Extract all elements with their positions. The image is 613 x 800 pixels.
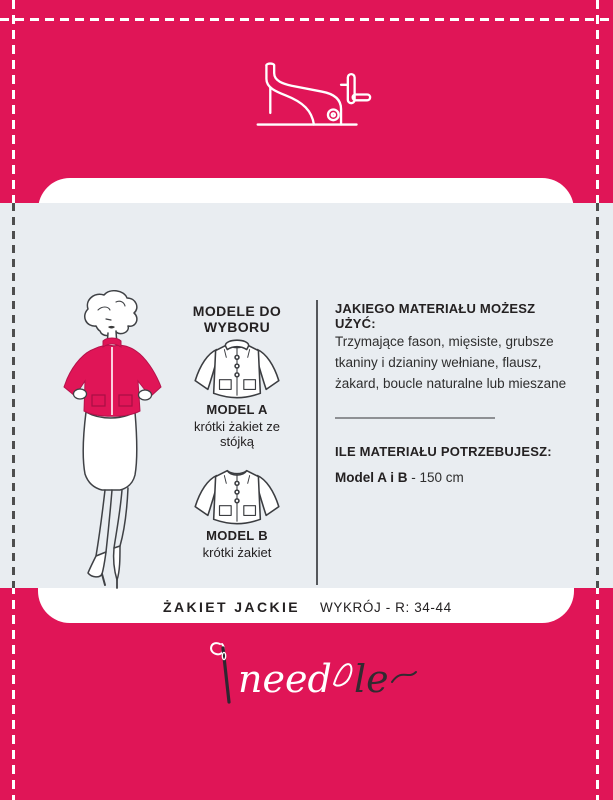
- model-b-name: MODEL B: [206, 528, 268, 543]
- quantity-value: - 150 cm: [407, 470, 464, 485]
- cut-line-top: [0, 18, 613, 21]
- brand-logo: [196, 638, 418, 712]
- cut-line-left-panel: [12, 203, 15, 588]
- logo-text-le: le: [354, 657, 389, 701]
- needle-icon: [211, 643, 229, 702]
- materials-line-2: tkaniny i dzianiny wełniane, flausz,: [335, 355, 542, 370]
- jacket-model-a-icon: [183, 334, 291, 404]
- product-name: ŻAKIET JACKIE: [163, 599, 300, 615]
- logo-text-need: need: [238, 657, 332, 701]
- pattern-size: WYKRÓJ - R: 34-44: [320, 600, 452, 615]
- materials-text: [335, 331, 575, 394]
- materials-line-1: Trzymające fason, mięsiste, grubsze: [335, 334, 554, 349]
- models-heading: MODELE DO WYBORU: [192, 303, 282, 335]
- model-a-label: [167, 402, 307, 449]
- materials-line-3: żakard, boucle naturalne lub mieszane: [335, 376, 567, 391]
- model-a-description: krótki żakiet ze stójką: [194, 419, 280, 449]
- model-b-label: [167, 528, 307, 560]
- quantity-heading: ILE MATERIAŁU POTRZEBUJESZ:: [335, 444, 552, 459]
- column-divider: [316, 300, 318, 585]
- jacket-model-b-icon: [183, 460, 291, 530]
- materials-heading: JAKIEGO MATERIAŁU MOŻESZ UŻYĆ:: [335, 301, 536, 331]
- model-a-name: MODEL A: [206, 402, 268, 417]
- sewing-machine-icon: [248, 52, 374, 136]
- model-b-description: krótki żakiet: [202, 545, 272, 560]
- cut-line-right-panel: [596, 203, 599, 588]
- quantity-model-label: Model A i B: [335, 470, 408, 485]
- quantity-value-row: [335, 470, 464, 485]
- section-rule: [335, 417, 495, 419]
